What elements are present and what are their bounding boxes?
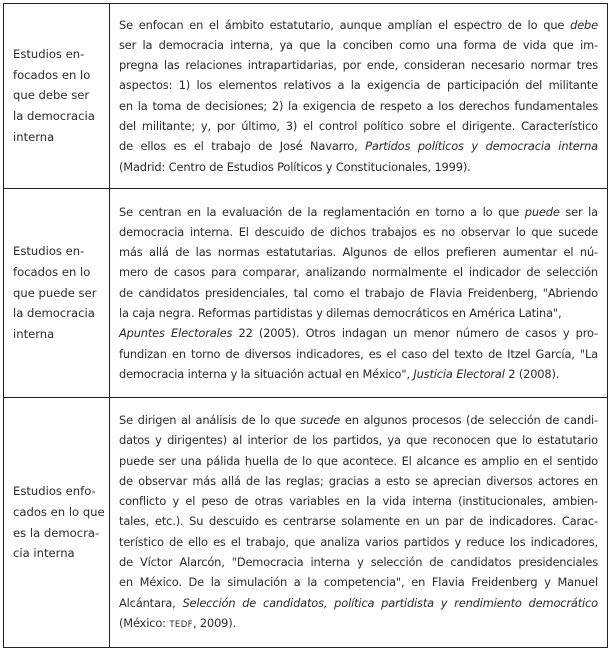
text-line: en México. De la simulación a la competencia", en Flavia Freidenberg y Manuel bbox=[119, 575, 598, 590]
label-line: es la democra- bbox=[13, 525, 100, 540]
text-line: (México: TEDF, 2009). bbox=[119, 615, 237, 630]
text-line: de ellos es el trabajo de José Navarro, Partidos políticos y democracia interna bbox=[119, 139, 598, 154]
text-line: Se enfocan en el ámbito estatutario, aunque amplían el espectro de lo que debe bbox=[119, 17, 598, 32]
label-line: interna bbox=[13, 129, 55, 144]
text-line: democracia interna. El descuido de dichos trabajos es no observar lo que sucede bbox=[119, 224, 598, 239]
text-line: fundizan en torno de diversos indicadores, es el caso del texto de Itzel García, "La bbox=[119, 346, 598, 361]
text-line: Alcántara, Selección de candidatos, política partidista y rendimiento democrático bbox=[119, 595, 599, 610]
text-line: pregna las relaciones intrapartidarias, por ende, consideran necesario normar tres bbox=[119, 58, 598, 73]
table-row bbox=[4, 398, 608, 648]
label-line: la democracia bbox=[13, 109, 95, 124]
row-description bbox=[110, 410, 607, 635]
text-line: en la toma de decisiones; 2) la exigencia de respeto a los derechos fundamentales bbox=[119, 98, 598, 113]
label-line: interna bbox=[13, 326, 55, 341]
emphasis: puede bbox=[524, 204, 560, 219]
studies-table bbox=[3, 3, 608, 648]
text-line: Apuntes Electorales 22 (2005). Otros indagan un menor número de casos y pro- bbox=[119, 326, 599, 341]
text-line: datos y dirigentes) al interior de los partidos, ya que reconocen que lo estatutario bbox=[119, 433, 598, 448]
emphasis: debe bbox=[570, 17, 598, 32]
book-title: Selección de candidatos, política partidista y rendimiento democrático bbox=[182, 595, 599, 610]
row-label-cell bbox=[4, 188, 110, 398]
publisher-acronym: TEDF bbox=[169, 619, 193, 630]
row-label bbox=[4, 241, 109, 344]
text-line: ser la democracia interna, ya que la conciben como una forma de vida que im- bbox=[119, 37, 598, 52]
label-line: que debe ser bbox=[13, 88, 90, 103]
text-line: terístico de ello es el trabajo, que analiza varios partidos y reduce los indicadores, bbox=[119, 534, 598, 549]
label-line: focados en lo bbox=[13, 67, 91, 82]
label-line: Estudios en- bbox=[13, 244, 85, 259]
label-line: cia interna bbox=[13, 546, 75, 561]
label-line: la democracia bbox=[13, 306, 95, 321]
book-title: Partidos políticos y democracia interna bbox=[365, 139, 598, 154]
label-line: focados en lo bbox=[13, 264, 91, 279]
table-row bbox=[4, 4, 608, 189]
text-line: (Madrid: Centro de Estudios Políticos y Constitucionales, 1999). bbox=[119, 159, 471, 174]
journal-title: Apuntes Electorales bbox=[119, 326, 233, 341]
emphasis: sucede bbox=[300, 412, 341, 427]
text-line: Se dirigen al análisis de lo que sucede en algunos procesos (de selección de candi- bbox=[119, 412, 598, 427]
row-description bbox=[110, 15, 607, 177]
text-line: de candidatos presidenciales, tal como el trabajo de Flavia Freidenberg, "Abriendo bbox=[119, 285, 598, 300]
text-line: la caja negra. Reformas partidistas y dilemas democráticos en América Latina", bbox=[119, 306, 562, 321]
label-line: cados en lo que bbox=[13, 505, 105, 519]
text-line: de Víctor Alarcón, "Democracia interna y selección de candidatos presidenciales bbox=[119, 555, 598, 570]
text-line: más allá de las normas estatutarias. Algunos de ellos prefieren aumentar el nú- bbox=[119, 245, 598, 260]
label-line: Estudios en- bbox=[13, 47, 85, 62]
row-label bbox=[4, 481, 109, 563]
table-row bbox=[4, 188, 608, 398]
row-label-cell bbox=[4, 398, 110, 648]
text-line: democracia interna y la situación actual en México", Justicia Electoral 2 (2008). bbox=[119, 366, 560, 381]
text-line: tales, etc.). Su descuido es centrarse solamente en un par de indicadores. Carac- bbox=[119, 514, 598, 529]
text-line: mero de casos para comparar, analizando normalmente el indicador de selección bbox=[119, 265, 598, 280]
row-description-cell bbox=[110, 398, 608, 648]
text-line: aspectos: 1) los elementos relativos a la exigencia de participación del militante bbox=[119, 78, 598, 93]
text-line: conflicto y el peso de otras variables en la vida interna (institucionales, ambien- bbox=[119, 494, 598, 509]
row-label bbox=[4, 44, 109, 147]
row-description bbox=[110, 202, 607, 385]
text-line: Se centran en la evaluación de la reglamentación en torno a lo que puede ser la bbox=[119, 204, 599, 219]
row-description-cell bbox=[110, 188, 608, 398]
text-line: puede ser una pálida huella de lo que acontece. El alcance es amplio en el sentido bbox=[119, 453, 598, 468]
label-line: que puede ser bbox=[13, 285, 97, 300]
text-line: del militante; y, por último, 3) el control político sobre el dirigente. Característico bbox=[119, 119, 598, 134]
journal-title: Justicia Electoral bbox=[413, 366, 505, 381]
row-description-cell bbox=[110, 4, 608, 189]
label-line: Estudios enfo- bbox=[13, 484, 96, 499]
text-line: de observar más allá de las reglas; gracias a esto se aprecian diversos actores en bbox=[119, 473, 598, 488]
row-label-cell bbox=[4, 4, 110, 189]
